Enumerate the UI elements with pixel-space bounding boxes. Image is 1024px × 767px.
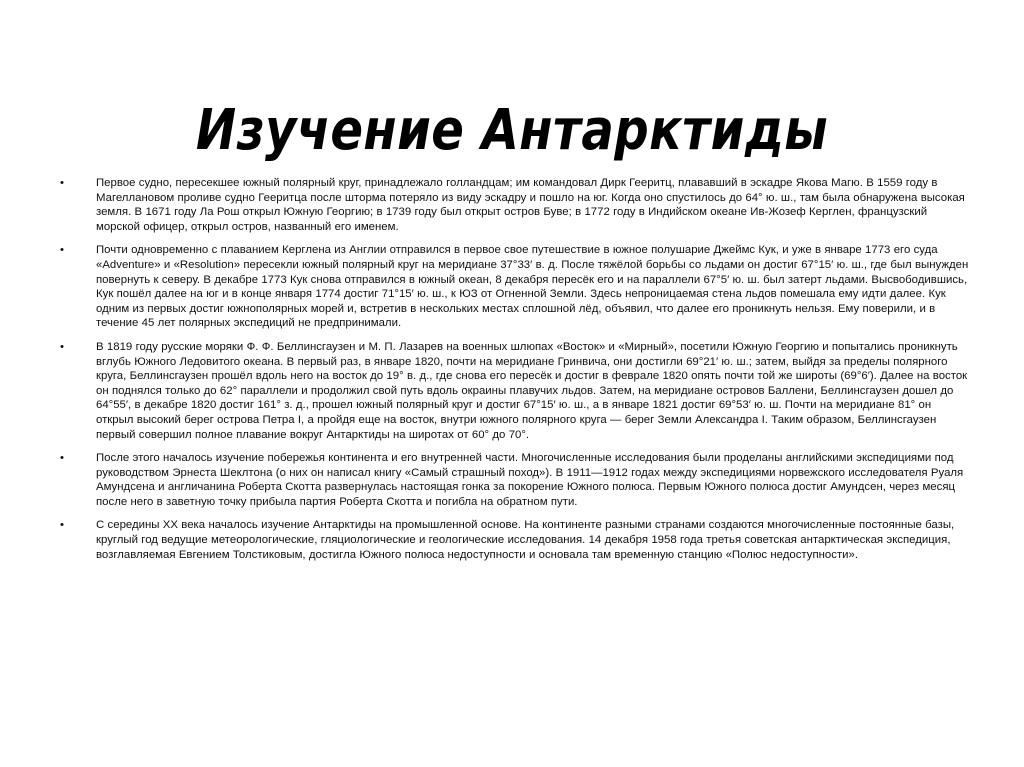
- bullet-icon: •: [60, 244, 64, 257]
- list-item-text: После этого началось изучение побережья континента и его внутренней части. Многочисленные исследования были проделаны английскими экспедициями под руководством Эрнеста Шеклтона (о них он написал книгу «Самый страшный поход»). В 1911—1912 годах между экспедициями норвежского исследователя Руаля Амундсена и англичанина Роберта Скотта развернулась настоящая гонка за покорение Южного полюса. Первым Южного полюса достиг Амундсен, через месяц после него в заветную точку прибыла партия Роберта Скотта и погибла на обратном пути.: [96, 452, 964, 508]
- bullet-list: [55, 176, 970, 562]
- list-item-text: Почти одновременно с плаванием Керглена из Англии отправился в первое свое путешествие в южное полушарие Джеймс Кук, и уже в январе 1773 его суда «Adventure» и «Resolution» пересекли южный полярный круг на меридиане 37°33′ в. д. После тяжёлой борьбы со льдами он достиг 67°15′ ю. ш., где был вынужден повернуть к северу. В декабре 1773 Кук снова отправился в южный океан, 8 декабря пересёк его и на параллели 67°5′ ю. ш. был затерт льдами. Высвободившись, Кук пошёл далее на юг и в конце января 1774 достиг 71°15′ ю. ш., к ЮЗ от Огненной Земли. Здесь непроницаемая стена льдов помешала ему идти далее. Кук одним из первых достиг южнополярных морей и, встретив в нескольких местах сплошной лёд, объявил, что далее его проникнуть нельзя. Ему поверили, и в течение 45 лет полярных экспедиций не предпринимали.: [96, 244, 969, 330]
- page-title: Изучение Антарктиды: [195, 97, 829, 163]
- list-item-text: В 1819 году русские моряки Ф. Ф. Беллинсгаузен и М. П. Лазарев на военных шлюпах «Восток» и «Мирный», посетили Южную Георгию и попытались проникнуть вглубь Южного Ледовитого океана. В первый раз, в январе 1820, почти на меридиане Гринвича, они достигли 69°21′ ю. ш.; затем, выйдя за пределы полярного круга, Беллинсгаузен прошёл вдоль него на восток до 19° в. д., где снова его пересёк и достиг в феврале 1820 опять почти той же широты (69°6′). Далее на восток он поднялся только до 62° параллели и продолжил свой путь вдоль окраины плавучих льдов. Затем, на меридиане островов Баллени, Беллинсгаузен дошел до 64°55′, в декабре 1820 достиг 161° з. д., прошел южный полярный круг и достиг 67°15′ ю. ш., а в январе 1821 достиг 69°53′ ю. ш. Почти на меридиане 81° он открыл высокий берег острова Петра I, а пройдя еще на восток, внутри южного полярного круга — берег Земли Александра I. Таким образом, Беллинсгаузен первый совершил полное плавание вокруг Антарктиды на широтах от 60° до 70°.: [96, 340, 968, 441]
- list-item: [55, 243, 970, 331]
- bullet-icon: •: [60, 177, 64, 189]
- list-item: [55, 176, 970, 234]
- list-item-text: С середины XX века началось изучение Антарктиды на промышленной основе. На континенте разными странами создаются многочисленные постоянные базы, круглый год ведущие метеорологические, гляциологические и геологические исследования. 14 декабря 1958 года третья советская антарктическая экспедиция, возглавляемая Евгением Толстиковым, достигла Южного полюса недоступности и основала там временную станцию «Полюс недоступности».: [96, 519, 955, 561]
- bullet-icon: •: [60, 340, 64, 353]
- bullet-icon: •: [60, 452, 64, 465]
- bullet-icon: •: [60, 519, 64, 532]
- list-item: [55, 340, 970, 442]
- list-item: [55, 518, 970, 562]
- list-item: [55, 451, 970, 509]
- list-item-text: Первое судно, пересекшее южный полярный круг, принадлежало голландцам; им командовал Дирк Гееритц, плававший в эскадре Якова Магю. В 1559 году в Магеллановом проливе судно Гееритца после шторма потеряло из виду эскадру и пошло на юг. Когда оно спустилось до 64° ю. ш., там была обнаружена высокая земля. В 1671 году Ла Рош открыл Южную Георгию; в 1739 году был открыт остров Буве; в 1772 году в Индийском океане Ив-Жозеф Керглен, французский морской офицер, открыл остров, названный его именем.: [96, 177, 965, 233]
